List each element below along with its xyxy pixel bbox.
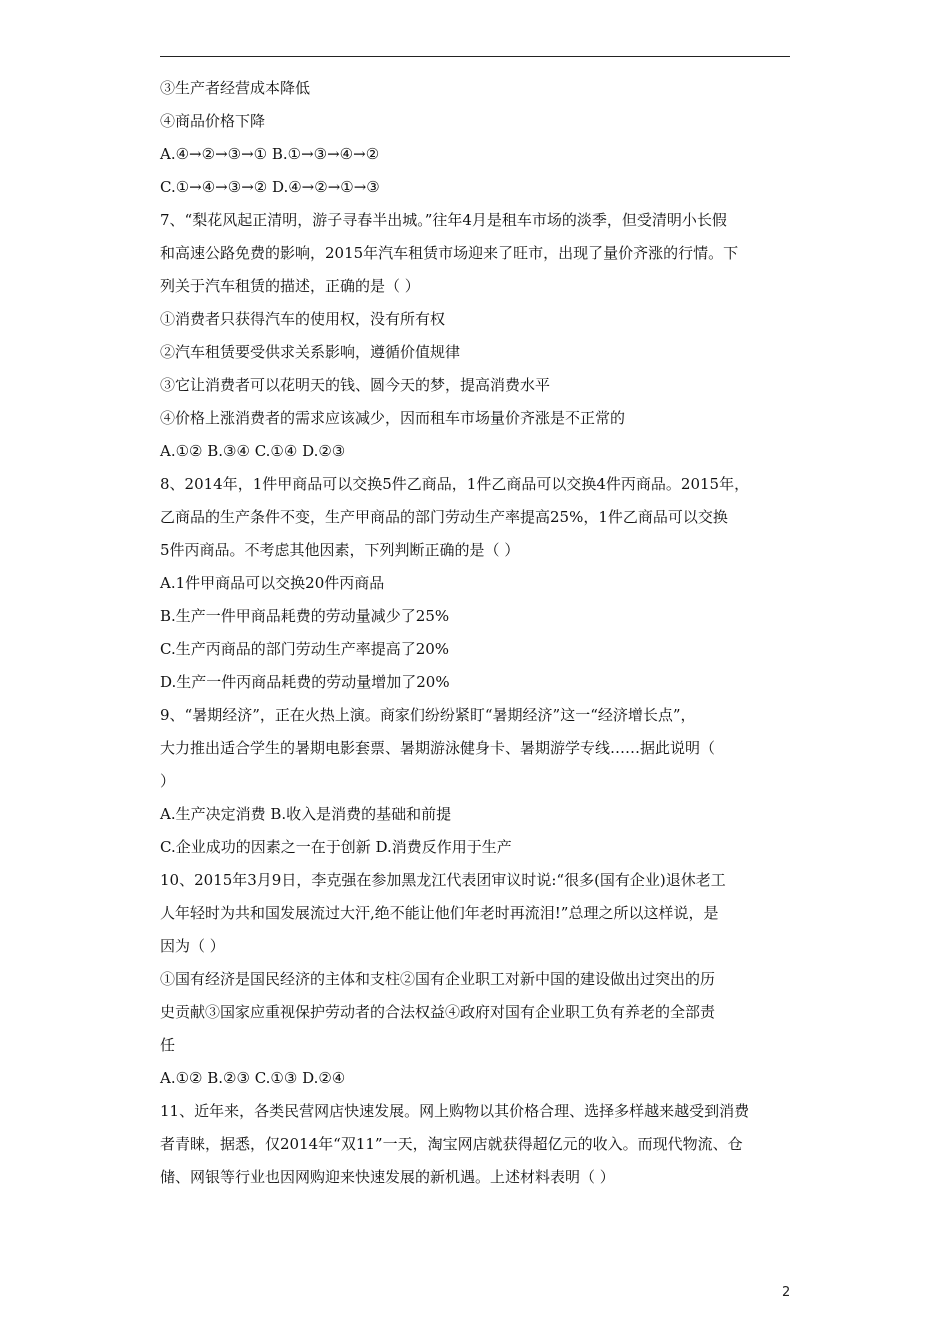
- text-line: 8、2014年，1件甲商品可以交换5件乙商品，1件乙商品可以交换4件丙商品。2015年，: [160, 475, 750, 493]
- text-line: ④价格上涨消费者的需求应该减少，因而租车市场量价齐涨是不正常的: [160, 409, 626, 427]
- text-line: ④商品价格下降: [160, 112, 266, 130]
- text-line: 5件丙商品。不考虑其他因素，下列判断正确的是（ ）: [160, 541, 520, 559]
- text-line: ③它让消费者可以花明天的钱、圆今天的梦，提高消费水平: [160, 376, 551, 394]
- text-line: 9、“暑期经济”，正在火热上演。商家们纷纷紧盯“暑期经济”这一“经济增长点”，: [160, 706, 696, 724]
- text-line: B.生产一件甲商品耗费的劳动量减少了25%: [160, 607, 450, 625]
- text-line: 和高速公路免费的影响，2015年汽车租赁市场迎来了旺市，出现了量价齐涨的行情。下: [160, 244, 739, 262]
- text-line: 10、2015年3月9日，李克强在参加黑龙江代表团审议时说:“很多(国有企业)退休老工: [160, 871, 726, 889]
- text-line: C.①→④→③→② D.④→②→①→③: [160, 178, 380, 196]
- text-line: ）: [160, 772, 176, 790]
- document-body: [160, 72, 792, 1194]
- text-line: A.①② B.②③ C.①③ D.②④: [160, 1069, 346, 1087]
- text-line: A.①② B.③④ C.①④ D.②③: [160, 442, 346, 460]
- text-line: ③生产者经营成本降低: [160, 79, 311, 97]
- text-line: 储、网银等行业也因网购迎来快速发展的新机遇。上述材料表明（ ）: [160, 1168, 615, 1186]
- text-line: 者青睐，据悉，仅2014年“双11”一天，淘宝网店就获得超亿元的收入。而现代物流、仓: [160, 1135, 743, 1153]
- text-line: ②汽车租赁要受供求关系影响，遵循价值规律: [160, 343, 461, 361]
- text-line: C.生产丙商品的部门劳动生产率提高了20%: [160, 640, 450, 658]
- text-line: 11、近年来，各类民营网店快速发展。网上购物以其价格合理、选择多样越来越受到消费: [160, 1102, 750, 1120]
- text-line: A.1件甲商品可以交换20件丙商品: [160, 574, 385, 592]
- text-line: 史贡献③国家应重视保护劳动者的合法权益④政府对国有企业职工负有养老的全部责: [160, 1003, 716, 1021]
- text-line: C.企业成功的因素之一在于创新 D.消费反作用于生产: [160, 838, 512, 856]
- text-line: D.生产一件丙商品耗费的劳动量增加了20%: [160, 673, 450, 691]
- text-line: ①国有经济是国民经济的主体和支柱②国有企业职工对新中国的建设做出过突出的历: [160, 970, 716, 988]
- text-line: 列关于汽车租赁的描述，正确的是（ ）: [160, 277, 420, 295]
- text-line: 因为（ ）: [160, 937, 225, 955]
- text-line: 人年轻时为共和国发展流过大汗,绝不能让他们年老时再流泪!”总理之所以这样说，是: [160, 904, 719, 922]
- text-line: A.生产决定消费 B.收入是消费的基础和前提: [160, 805, 452, 823]
- text-line: ①消费者只获得汽车的使用权，没有所有权: [160, 310, 446, 328]
- header-rule: [160, 56, 790, 57]
- text-line: A.④→②→③→① B.①→③→④→②: [160, 145, 380, 163]
- page-number: 2: [782, 1285, 791, 1300]
- text-line: 大力推出适合学生的暑期电影套票、暑期游泳健身卡、暑期游学专线……据此说明（: [160, 739, 716, 757]
- text-line: 任: [160, 1036, 176, 1054]
- text-line: 乙商品的生产条件不变，生产甲商品的部门劳动生产率提高25%，1件乙商品可以交换: [160, 508, 728, 526]
- text-line: 7、“梨花风起正清明，游子寻春半出城。”往年4月是租车市场的淡季，但受清明小长假: [160, 211, 727, 229]
